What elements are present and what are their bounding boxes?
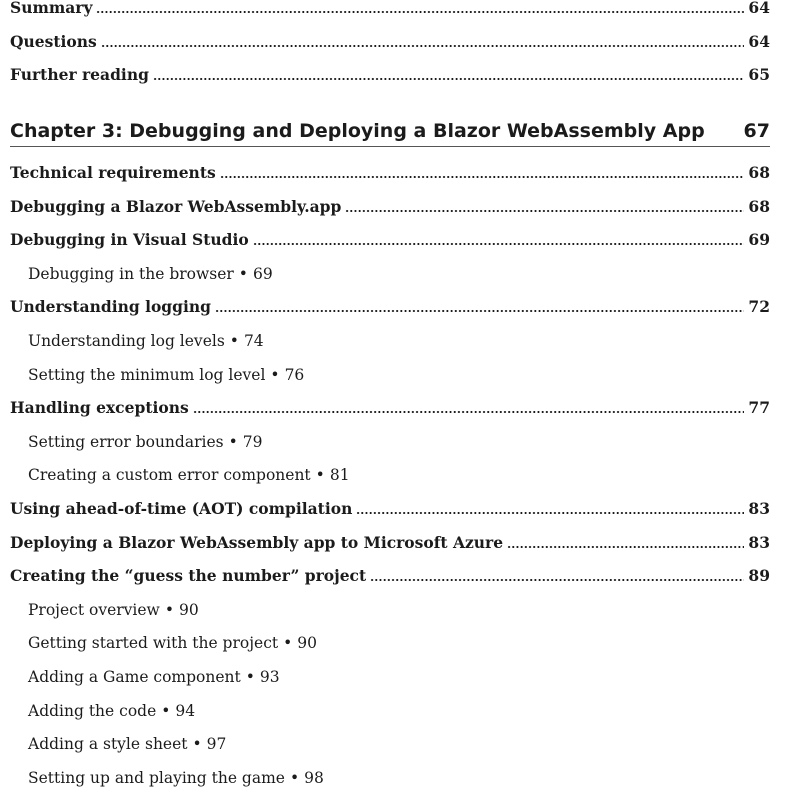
dot-leader [96, 11, 744, 13]
dot-leader [193, 411, 745, 413]
toc-entry-page: 90 [297, 634, 318, 652]
bullet-separator: • [192, 735, 202, 753]
toc-entry [10, 532, 770, 554]
toc-entry-page: 64 [748, 0, 770, 17]
toc-entry [10, 31, 770, 53]
bullet-separator: • [164, 601, 174, 619]
toc-entry-page: 81 [329, 466, 350, 484]
bullet-separator: • [238, 265, 248, 283]
dot-leader [507, 546, 744, 548]
toc-entry-page: 76 [284, 366, 305, 384]
toc-entry-label: Using ahead-of-time (AOT) compilation [10, 499, 353, 518]
toc-entry [10, 162, 770, 184]
toc-subentry [28, 464, 770, 486]
toc-entry-page: 94 [175, 702, 196, 720]
toc-entry-page: 69 [252, 265, 273, 283]
toc-entry-label: Adding a Game component [28, 668, 241, 686]
toc-entry-label: Setting the minimum log level [28, 366, 266, 384]
toc-entry-label: Setting up and playing the game [28, 769, 285, 787]
toc-entry-label: Adding a style sheet [28, 735, 188, 753]
toc-entry [10, 296, 770, 318]
toc-entry-page: 74 [243, 332, 264, 350]
toc-entry-page: 69 [748, 230, 770, 249]
toc-entry-label: Debugging in Visual Studio [10, 230, 249, 249]
bullet-separator: • [270, 366, 280, 384]
dot-leader [345, 210, 744, 212]
dot-leader [220, 176, 745, 178]
toc-entry-page: 98 [304, 769, 324, 787]
toc-entry-label: Creating the “guess the number” project [10, 566, 367, 585]
toc-entry-label: Deploying a Blazor WebAssembly app to Microsoft Azure [10, 533, 504, 552]
toc-subentry [28, 666, 770, 688]
toc-entry-label: Creating a custom error component [28, 466, 311, 484]
toc-subentry [28, 431, 770, 453]
toc-entry-label: Questions [10, 32, 97, 51]
toc-entry-page: 83 [748, 499, 770, 518]
toc-entry-page: 83 [748, 533, 770, 552]
toc-entry-page: 64 [748, 32, 770, 51]
toc-entry-label: Understanding logging [10, 297, 211, 316]
dot-leader [215, 310, 744, 312]
chapter-page: 67 [743, 120, 770, 142]
dot-leader [253, 243, 745, 245]
bullet-separator: • [283, 634, 293, 652]
toc-subentry [28, 632, 770, 654]
toc-subentry [28, 364, 770, 386]
bullet-separator: • [229, 332, 239, 350]
toc-entry-label: Technical requirements [10, 163, 216, 182]
toc-subentry [28, 733, 770, 755]
dot-leader [101, 45, 745, 47]
toc-entry-page: 89 [748, 566, 770, 585]
toc-entry-page: 72 [748, 297, 770, 316]
toc-subentry [28, 700, 770, 722]
toc-entry-label: Adding the code [28, 702, 157, 720]
toc-entry [10, 229, 770, 251]
toc-entry-label: Understanding log levels [28, 332, 225, 350]
toc-entry [10, 196, 770, 218]
toc-entry-label: Summary [10, 0, 93, 17]
toc-entry [10, 498, 770, 520]
toc-entry-page: 97 [206, 735, 227, 753]
toc-subentry [28, 330, 770, 352]
toc-entry [10, 0, 770, 19]
bullet-separator: • [228, 433, 238, 451]
chapter-title: Chapter 3: Debugging and Deploying a Blazor WebAssembly App [10, 120, 705, 142]
toc-entry-label: Setting error boundaries [28, 433, 224, 451]
bullet-separator: • [161, 702, 171, 720]
toc-entry-page: 93 [259, 668, 280, 686]
dot-leader [356, 512, 744, 514]
dot-leader [370, 579, 744, 581]
toc-entry-page: 68 [748, 197, 770, 216]
toc-entry-label: Further reading [10, 65, 149, 84]
toc-entry-label: Debugging in the browser [28, 265, 234, 283]
toc-entry-page: 65 [748, 65, 770, 84]
toc-entry [10, 397, 770, 419]
bullet-separator: • [245, 668, 255, 686]
bullet-separator: • [315, 466, 325, 484]
bullet-separator: • [289, 769, 300, 787]
toc-entry-page: 79 [242, 433, 263, 451]
toc-entry-label: Getting started with the project [28, 634, 279, 652]
toc-subentry [28, 599, 770, 621]
toc-entry-page: 68 [748, 163, 770, 182]
toc-subentry [28, 263, 770, 285]
toc-entry [10, 565, 770, 587]
toc-subentry [28, 767, 770, 789]
toc-entry-label: Debugging a Blazor WebAssembly.app [10, 197, 342, 216]
toc-entry-label: Handling exceptions [10, 398, 189, 417]
chapter-heading [10, 110, 770, 147]
toc-entry-page: 90 [178, 601, 199, 619]
toc-entry [10, 64, 770, 86]
dot-leader [153, 78, 744, 80]
toc-entry-page: 77 [748, 398, 770, 417]
toc-entry-label: Project overview [28, 601, 160, 619]
